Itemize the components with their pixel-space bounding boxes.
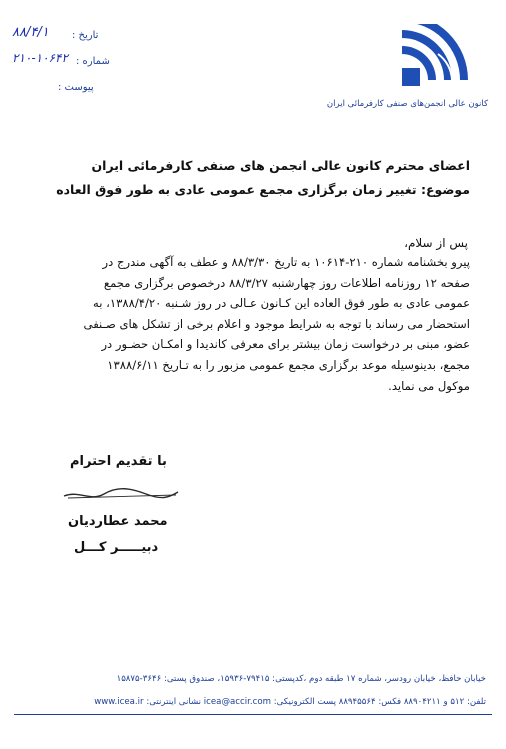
body-line: عضو، مبنی بر درخواست زمان بیشتر برای معرفی کاندیدا و امکـان حضـور در	[101, 337, 470, 352]
signatory-name: محمد عطاردیان	[68, 514, 168, 529]
signatory-title: دبیـــــر کـــل	[74, 540, 159, 555]
body-line: عمومی عادی به طور فوق العاده این کـانون عـالی در روز شـنبه ۱۳۸۸/۴/۲۰، به	[93, 296, 470, 311]
attachment-label: پیوست :	[58, 82, 94, 93]
body-line: پیرو بخشنامه شماره ۲۱۰-۱۰۶۱۴ به تاریخ ۸۸/۳/۳۰ و عطف به آگهی مندرج در	[102, 255, 470, 269]
body-line: استحضار می رساند با توجه به شرایط موجود و اعلام برخی از تشکل های صـنفی	[83, 316, 470, 331]
footer-divider	[14, 714, 492, 715]
handwritten-signature	[60, 482, 180, 506]
footer-address: خیابان حافظ، خیابان رودسر، شماره ۱۷ طبقه دوم ،کدپستی: ۷۹۴۱۵-۱۵۹۳۶، صندوق پستی: ۳۶۴۶-۱۵۸۷۵	[116, 674, 486, 684]
date-label: تاریخ :	[72, 30, 99, 41]
addressee: اعضای محترم کانون عالی انجمن های صنفی کارفرمائی ایران	[91, 158, 470, 173]
body-paragraph	[30, 252, 470, 396]
logo	[392, 24, 488, 94]
number-value: ۲۱۰-۱۰۶۴۲	[12, 51, 68, 65]
footer-contact: تلفن: ۵۱۲ و ۸۸۹۰۴۲۱۱ فکس: ۸۸۹۴۵۵۶۴ پست الکترونیکی: icea@accir.com نشانی اینترنتی: www.icea.ir	[94, 697, 486, 707]
body-line: موکول می نماید.	[388, 378, 470, 393]
logo-caption: کانون عالی انجمن‌های صنفی کارفرمائی ایران	[326, 99, 488, 109]
closing: با تقدیم احترام	[70, 454, 167, 469]
logo-waves-icon	[392, 24, 488, 94]
date-value: ۸۸/۴/۱	[12, 25, 49, 40]
number-label: شماره :	[76, 56, 110, 67]
greeting: پس از سلام،	[404, 236, 468, 250]
body-line: صفحه ۱۲ روزنامه اطلاعات روز چهارشنبه ۸۸/۳/۲۷ درخصوص برگزاری مجمع	[103, 275, 470, 290]
body-line: مجمع، بدینوسیله موعد برگزاری مجمع عمومی مزبور را به تـاریخ ۱۳۸۸/۶/۱۱	[107, 357, 470, 372]
subject: موضوع: تغییر زمان برگزاری مجمع عمومی عادی به طور فوق العاده	[56, 182, 470, 197]
